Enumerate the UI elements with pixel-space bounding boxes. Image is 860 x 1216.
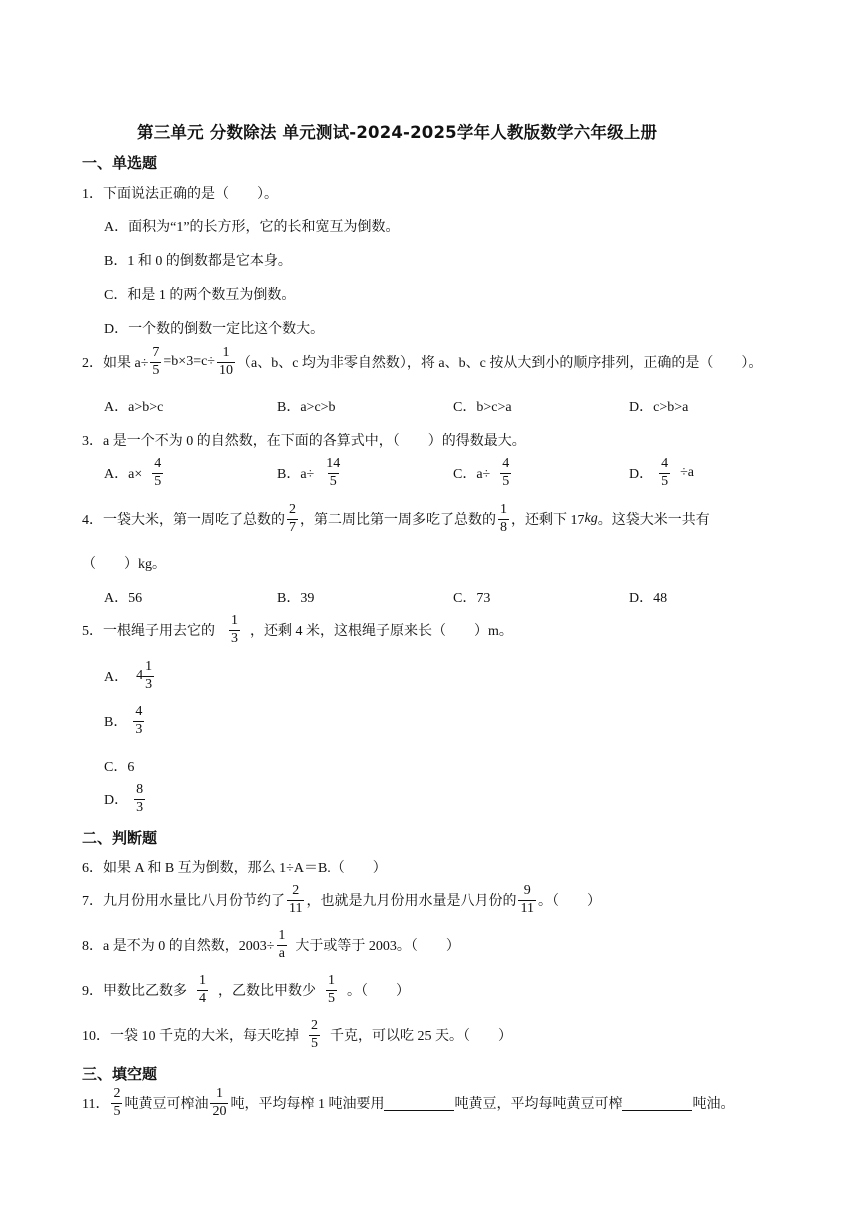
q7-fraction-2: $\frac{9}{11}$ xyxy=(520,883,534,916)
q9-fraction-1: $\frac{1}{4}$ xyxy=(199,973,206,1006)
q8-fraction: $\frac{1}{a}$ xyxy=(278,928,286,961)
question-4-stem: 4．一袋大米，第一周吃了总数的 $\frac{2}{7}$ ，第二周比第一周多吃了总数的 $\frac{1}{8}$ ，还剩下 17 kg 。这袋大米一共有 xyxy=(82,502,710,535)
q5-fraction: $\frac{1}{3}$ xyxy=(231,613,238,646)
question-8: 8．a 是不为 0 的自然数，2003÷ $\frac{1}{a}$ 大于或等于 2003。（ ） xyxy=(82,928,460,961)
question-2-option-c: C．b>c>a xyxy=(453,400,512,415)
question-1-option-c: C．和是 1 的两个数互为倒数。 xyxy=(104,288,296,303)
question-5-option-c: C．6 xyxy=(104,760,135,775)
q7-fraction-1: $\frac{2}{11}$ xyxy=(289,883,303,916)
question-4-line-2: （ ）kg。 xyxy=(82,557,166,572)
question-4-option-d: D．48 xyxy=(629,591,668,606)
q3-b-fraction: $\frac{14}{5}$ xyxy=(326,456,341,489)
question-4-option-c: C．73 xyxy=(453,591,491,606)
question-1-option-a: A．面积为“1”的长方形，它的长和宽互为倒数。 xyxy=(104,220,400,235)
q5-b-fraction: $\frac{4}{3}$ xyxy=(135,704,143,737)
question-1-option-b: B．1 和 0 的倒数都是它本身。 xyxy=(104,254,292,269)
question-6: 6．如果 A 和 B 互为倒数，那么 1÷A＝B.（ ） xyxy=(82,861,387,876)
q3-d-fraction: $\frac{4}{5}$ xyxy=(661,456,669,489)
answer-blank-2[interactable] xyxy=(622,1096,692,1111)
question-10: 10．一袋 10 千克的大米，每天吃掉 $\frac{2}{5}$ 千克，可以吃 25 天。（ ） xyxy=(82,1018,512,1051)
q4-fraction-1: $\frac{2}{7}$ xyxy=(289,502,296,535)
question-11: 11． $\frac{2}{5}$ 吨黄豆可榨油 $\frac{1}{20}$ 吨，平均每榨 1 吨油要用 吨黄豆，平均每吨黄豆可榨 吨油。 xyxy=(82,1086,735,1119)
q3-c-fraction: $\frac{4}{5}$ xyxy=(502,456,510,489)
question-2-option-d: D．c>b>a xyxy=(629,400,689,415)
section-heading-true-false: 二、判断题 xyxy=(82,829,158,847)
question-2-option-a: A．a>b>c xyxy=(104,400,164,415)
q2-pre: 2．如果 a÷ xyxy=(82,356,149,372)
q10-fraction: $\frac{2}{5}$ xyxy=(311,1018,318,1051)
q2-mid: =b×3=c÷ xyxy=(163,354,215,370)
question-3-stem: 3．a 是一个不为 0 的自然数，在下面的各算式中，（ ）的得数最大。 xyxy=(82,434,526,449)
page-title: 第三单元 分数除法 单元测试-2024-2025学年人教版数学六年级上册 xyxy=(137,123,658,142)
q9-fraction-2: $\frac{1}{5}$ xyxy=(328,973,335,1006)
question-4-option-b: B．39 xyxy=(277,591,315,606)
q11-fraction-1: $\frac{2}{5}$ xyxy=(113,1086,121,1119)
question-3-option-c: C．a÷ $\frac{4}{5}$ xyxy=(453,456,510,489)
q4-fraction-2: $\frac{1}{8}$ xyxy=(500,502,507,535)
question-1-option-d: D．一个数的倒数一定比这个数大。 xyxy=(104,322,325,337)
question-2-option-b: B．a>c>b xyxy=(277,400,336,415)
q5-d-fraction: $\frac{8}{3}$ xyxy=(136,782,144,815)
question-2-stem xyxy=(82,346,762,378)
question-9: 9．甲数比乙数多 $\frac{1}{4}$ ，乙数比甲数少 $\frac{1}{5}$ 。（ ） xyxy=(82,973,410,1006)
section-heading-fill-in: 三、填空题 xyxy=(82,1065,158,1083)
q3-a-fraction: $\frac{4}{5}$ xyxy=(154,456,162,489)
q2-fraction-2: $\frac{1}{10}$ xyxy=(219,345,233,378)
question-5-option-a: A． 4 $\frac{1}{3}$ xyxy=(104,659,153,692)
question-7: 7．九月份用水量比八月份节约了 $\frac{2}{11}$ ，也就是九月份用水量是八月份的 $\frac{9}{11}$ 。（ ） xyxy=(82,883,601,916)
question-5-option-d: D． $\frac{8}{3}$ xyxy=(104,782,144,815)
question-4-option-a: A．56 xyxy=(104,591,143,606)
question-3-option-d: D． $\frac{4}{5}$ ÷a xyxy=(629,456,695,489)
q2-fraction-1: $\frac{7}{5}$ xyxy=(152,345,160,378)
question-3-option-a: A．a× $\frac{4}{5}$ xyxy=(104,456,162,489)
section-heading-single-choice: 一、单选题 xyxy=(82,154,158,172)
question-3-option-b: B．a÷ $\frac{14}{5}$ xyxy=(277,456,341,489)
q5-a-fraction: $\frac{1}{3}$ xyxy=(145,659,153,692)
question-5-option-b: B． $\frac{4}{3}$ xyxy=(104,704,143,737)
q11-fraction-2: $\frac{1}{20}$ xyxy=(212,1086,227,1119)
answer-blank-1[interactable] xyxy=(384,1096,454,1111)
question-1-stem: 1．下面说法正确的是（ ）。 xyxy=(82,187,278,202)
question-5-stem: 5．一根绳子用去它的 $\frac{1}{3}$ ，还剩 4 米，这根绳子原来长（ ）m。 xyxy=(82,613,513,646)
q2-post: （a、b、c 均为非零自然数），将 a、b、c 按从大到小的顺序排列，正确的是（ ）。 xyxy=(237,356,763,372)
